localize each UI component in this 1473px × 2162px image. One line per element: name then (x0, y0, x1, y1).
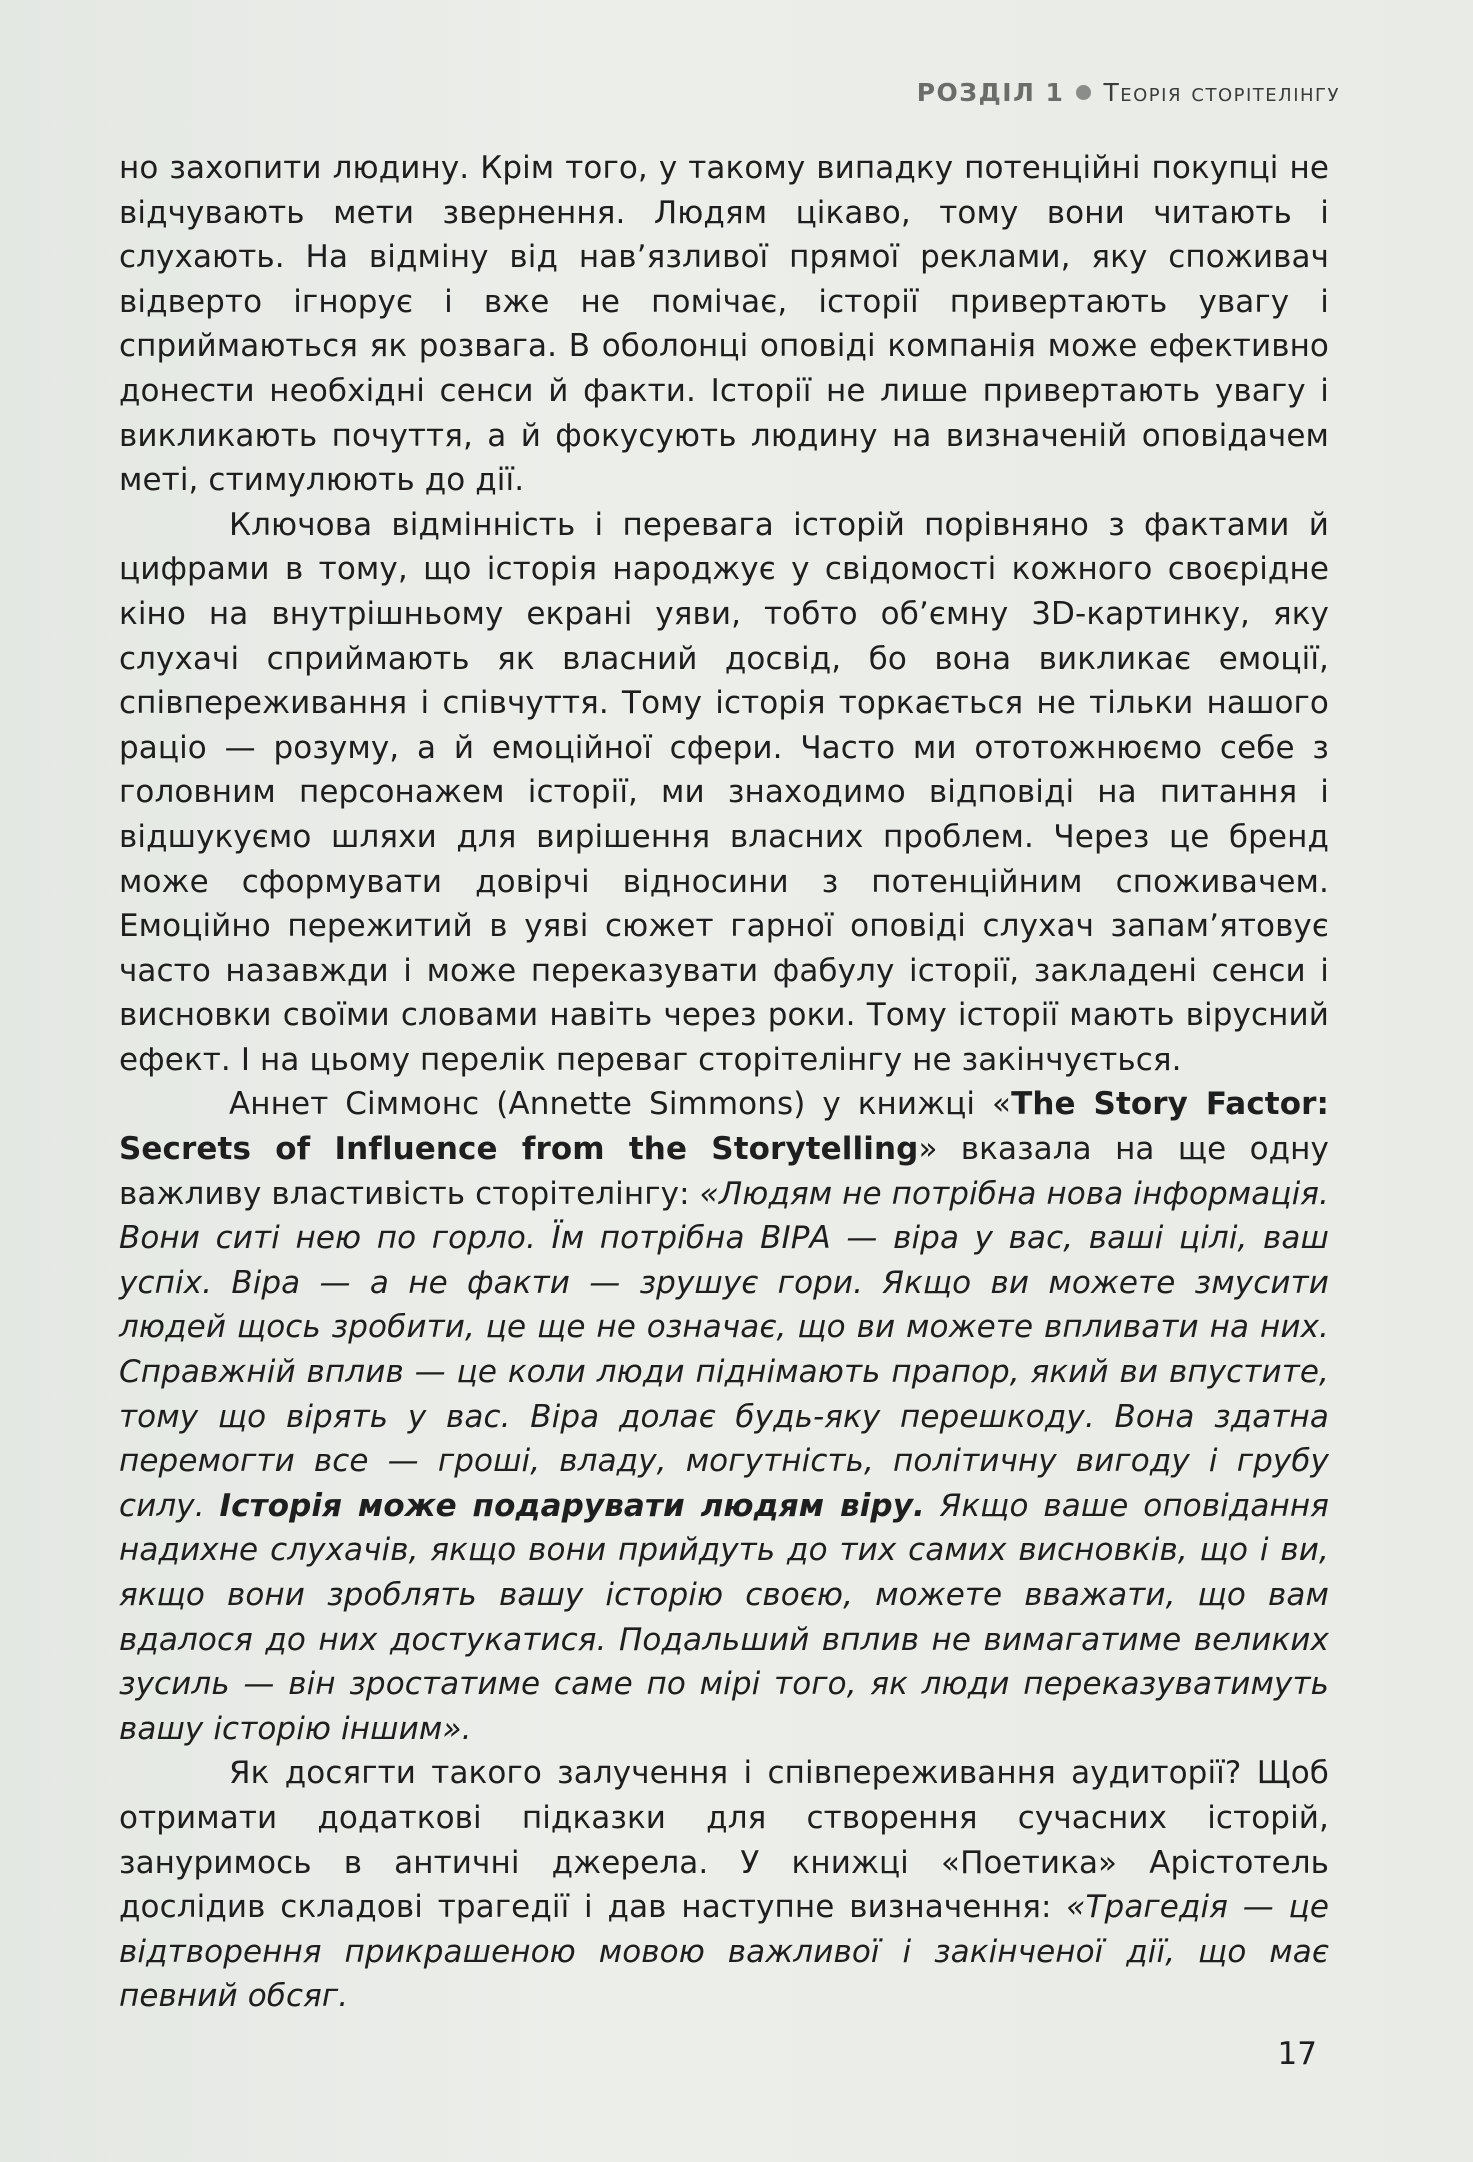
chapter-label: РОЗДІЛ 1 (916, 78, 1065, 107)
running-header (917, 78, 1340, 107)
chapter-title: Теорія сторітелінгу (1103, 78, 1340, 107)
paragraph-3-middle: » вказала на ще одну важливу властивість сторітелінгу: (119, 1131, 1329, 1212)
quote-part-1: «Людям не потрібна нова інформація. Вони ситі нею по горло. Їм потрібна ВІРА — віра у вас, ваші цілі, ваш успіх. Віра — а не факти — зрушує гори. Якщо ви можете змусити людей щось зробити, це ще не означає, що ви можете впливати на них. Справжній вплив — це коли люди піднімають прапор, який ви впустите, тому що вірять у вас. Віра долає будь-яку перешкоду. Вона здатна перемогти все — гроші, владу, могутність, політичну вигоду і грубу силу. (119, 1175, 1330, 1524)
body-text (119, 146, 1329, 2019)
bullet-dot-icon (1076, 85, 1091, 100)
paragraph-4-text: Як досягти такого залучення і співпереживання аудиторії? Щоб отримати додаткові підказки для створення сучасних історій, зануримось в античні джерела. У книжці «Поетика» Арістотель дослідив складові трагедії і дав наступне визначення: (119, 1755, 1329, 1926)
aristotle-quote: «Трагедія — це відтворення прикрашеною мовою важливої і закінченої дії, що має певний обсяг. (119, 1889, 1330, 2015)
paragraph-3 (119, 1082, 1329, 1751)
paragraph-2: Ключова відмінність і перевага історій порівняно з фактами й цифрами в тому, що історія народжує у свідомості кожного своєрідне кіно на внутрішньому екрані уяви, тобто об’ємну 3D-картинку, яку слухачі сприймають як власний досвід, бо вона викликає емоції, співпереживання і співчуття. Тому історія торкається не тільки нашого раціо — розуму, а й емоційної сфери. Часто ми ототожнюємо себе з головним персонажем історії, ми знаходимо відповіді на питання і відшукуємо шляхи для вирішення власних проблем. Через це бренд може сформувати довірчі відносини з потенційним споживачем. Емоційно пережитий в уяві сюжет гарної оповіді слухач запам’ятовує часто назавжди і може переказувати фабулу історії, закладені сенси і висновки своїми словами навіть через роки. Тому історії мають вірусний ефект. І на цьому перелік переваг сторітелінгу не закінчується. (119, 506, 1329, 1078)
quote-bold-phrase: Історія може подарувати людям віру. (219, 1487, 925, 1524)
paragraph-4 (119, 1751, 1329, 2019)
book-title: The Story Factor: Secrets of Influence from the Storytelling (119, 1086, 1329, 1168)
paragraph-1: но захопити людину. Крім того, у такому випадку потенційні покупці не відчувають мети звернення. Людям цікаво, тому вони читають і слухають. На відміну від нав’язливої прямої реклами, яку споживач відверто ігнорує і вже не помічає, історії привертають увагу і сприймаються як розвага. В оболонці оповіді компанія може ефективно донести необхідні сенси й факти. Історії не лише привертають увагу і викликають почуття, а й фокусують людину на визначеній оповідачем меті, стимулюють до дії. (119, 150, 1329, 499)
quote-part-2: Якщо ваше оповідання надихне слухачів, якщо вони прийдуть до тих самих висновків, що і ви, якщо вони зроблять вашу історію своєю, можете вважати, що вам вдалося до них достукатися. Подальший вплив не вимагатиме великих зусиль — він зростатиме саме по мірі того, як люди переказуватимуть вашу історію іншим». (119, 1487, 1329, 1747)
paragraph-3-intro: Аннет Сіммонс (Annette Simmons) у книжці « (229, 1086, 1012, 1123)
page-number: 17 (1277, 2036, 1317, 2072)
